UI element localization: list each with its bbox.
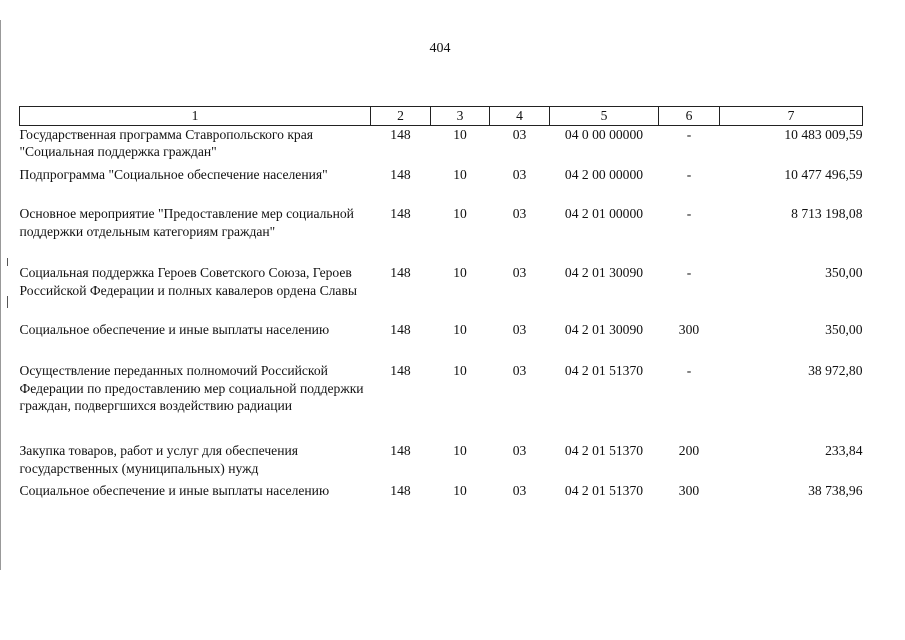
row-expense-type: - [686, 206, 692, 221]
header-col-5: 5 [550, 107, 659, 126]
row-target: 04 2 01 51370 [564, 443, 644, 458]
row-subsection: 03 [512, 265, 527, 280]
row-section: 10 [453, 167, 467, 182]
row-target: 04 2 01 51370 [564, 363, 644, 378]
row-amount: 10 483 009,59 [784, 126, 863, 142]
row-name: Осуществление переданных полномочий Российской Федерации по предоставлению мер социальной поддержки граждан, подвергшихся воздействию радиации [19, 363, 364, 413]
row-amount: 38 972,80 [808, 363, 863, 378]
table-row [20, 321, 863, 362]
table-row [20, 264, 863, 321]
header-col-7: 7 [720, 107, 863, 126]
row-target: 04 0 00 00000 [564, 126, 644, 142]
row-target: 04 2 01 30090 [564, 322, 644, 337]
header-row [20, 107, 863, 126]
header-col-4: 4 [490, 107, 550, 126]
row-ministry: 148 [390, 363, 411, 378]
header-col-3: 3 [431, 107, 490, 126]
header-col-1: 1 [20, 107, 371, 126]
row-ministry: 148 [390, 322, 411, 337]
row-name: Государственная программа Ставропольского края "Социальная поддержка граждан" [19, 126, 314, 159]
row-amount: 8 713 198,08 [791, 206, 863, 221]
row-target: 04 2 01 51370 [564, 483, 644, 498]
page-number: 404 [429, 41, 451, 56]
scan-artifact-left-edge [0, 20, 1, 570]
row-subsection: 03 [512, 126, 527, 142]
row-subsection: 03 [512, 363, 527, 378]
row-expense-type: - [686, 126, 692, 142]
row-ministry: 148 [390, 206, 411, 221]
row-subsection: 03 [512, 167, 527, 182]
row-name: Подпрограмма "Социальное обеспечение населения" [19, 167, 328, 182]
row-name: Основное мероприятие "Предоставление мер социальной поддержки отдельным категориям граждан" [19, 206, 354, 239]
row-target: 04 2 01 30090 [564, 265, 644, 280]
row-ministry: 148 [390, 126, 411, 142]
row-expense-type: 200 [678, 443, 700, 458]
row-section: 10 [453, 483, 467, 498]
row-target: 04 2 00 00000 [564, 167, 644, 182]
row-subsection: 03 [512, 483, 527, 498]
row-name: Закупка товаров, работ и услуг для обеспечения государственных (муниципальных) нужд [19, 443, 298, 476]
table-row [20, 482, 863, 506]
row-section: 10 [453, 126, 467, 142]
row-expense-type: - [686, 167, 692, 182]
row-amount: 38 738,96 [808, 483, 863, 498]
row-subsection: 03 [512, 206, 527, 221]
row-section: 10 [453, 363, 467, 378]
row-name: Социальная поддержка Героев Советского Союза, Героев Российской Федерации и полных кавалеров ордена Славы [19, 265, 358, 298]
budget-table [19, 106, 863, 506]
table-row [20, 442, 863, 482]
table-row [20, 125, 863, 166]
row-expense-type: - [686, 363, 692, 378]
row-expense-type: 300 [678, 483, 700, 498]
row-expense-type: - [686, 265, 692, 280]
row-name: Социальное обеспечение и иные выплаты населению [19, 483, 330, 498]
row-ministry: 148 [390, 483, 411, 498]
row-amount: 350,00 [825, 265, 863, 280]
row-section: 10 [453, 206, 467, 221]
row-target: 04 2 01 00000 [564, 206, 644, 221]
row-name: Социальное обеспечение и иные выплаты населению [19, 322, 330, 337]
table-row [20, 166, 863, 205]
row-section: 10 [453, 265, 467, 280]
table-row [20, 205, 863, 264]
row-section: 10 [453, 322, 467, 337]
row-expense-type: 300 [678, 322, 700, 337]
row-ministry: 148 [390, 167, 411, 182]
header-col-2: 2 [371, 107, 431, 126]
scan-artifact-tick [7, 258, 8, 266]
row-ministry: 148 [390, 265, 411, 280]
scan-artifact-tick [7, 296, 8, 308]
row-section: 10 [453, 443, 467, 458]
header-col-6: 6 [659, 107, 720, 126]
row-subsection: 03 [512, 322, 527, 337]
row-amount: 233,84 [825, 443, 863, 458]
table-row [20, 362, 863, 442]
row-subsection: 03 [512, 443, 527, 458]
row-amount: 10 477 496,59 [784, 167, 863, 182]
row-ministry: 148 [390, 443, 411, 458]
row-amount: 350,00 [825, 322, 863, 337]
